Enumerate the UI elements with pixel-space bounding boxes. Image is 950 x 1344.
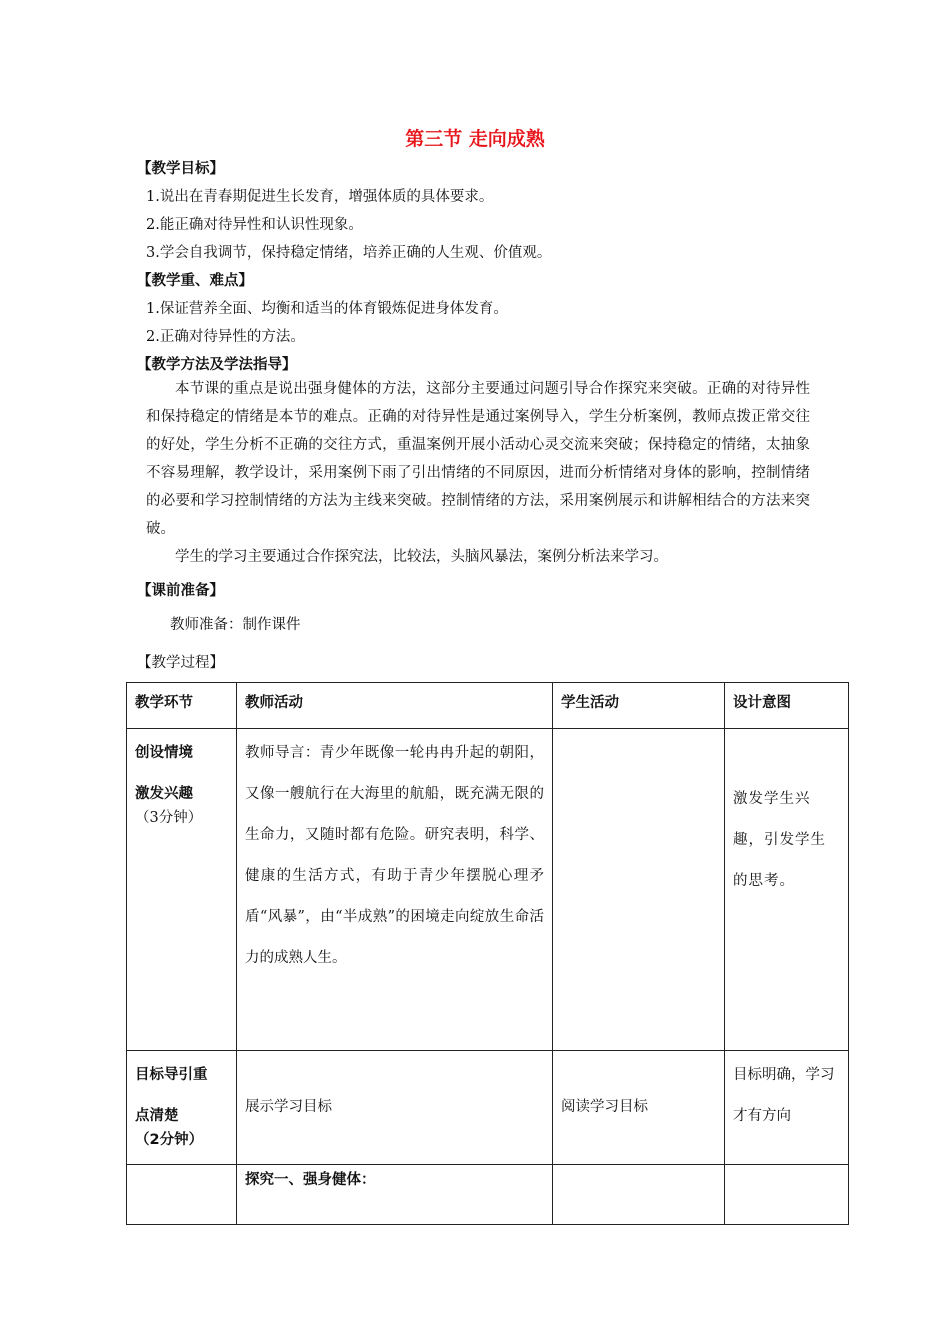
stage-name: 创设情境 xyxy=(135,745,193,761)
methods-heading: 【教学方法及学法指导】 xyxy=(137,357,297,373)
table-header-row xyxy=(127,683,849,729)
student-activity-cell: 阅读学习目标 xyxy=(553,1051,725,1165)
prep-text: 教师准备：制作课件 xyxy=(170,617,301,633)
objectives-heading: 【教学目标】 xyxy=(137,161,224,177)
table-row xyxy=(127,729,849,1051)
stage-name: 点清楚 xyxy=(135,1108,179,1124)
teaching-process-table xyxy=(126,682,849,1225)
table-row xyxy=(127,1165,849,1225)
student-activity-cell xyxy=(553,729,725,1051)
keypoints-heading: 【教学重、难点】 xyxy=(137,273,253,289)
objective-item: 2.能正确对待异性和认识性现象。 xyxy=(146,217,363,233)
teacher-activity-cell: 展示学习目标 xyxy=(237,1051,553,1165)
keypoint-item: 1.保证营养全面、均衡和适当的体育锻炼促进身体发育。 xyxy=(146,301,508,317)
stage-time: （2分钟） xyxy=(135,1132,204,1148)
header-design-intent: 设计意图 xyxy=(725,683,849,729)
stage-time: （3分钟） xyxy=(135,810,203,826)
teacher-activity-cell: 教师导言：青少年既像一轮冉冉升起的朝阳，又像一艘航行在大海里的航船，既充满无限的生命力，又随时都有危险。研究表明，科学、健康的生活方式，有助于青少年摆脱心理矛盾“风暴”，由“半成熟”的困境走向绽放生命活力的成熟人生。 xyxy=(237,729,553,1051)
objective-item: 1.说出在青春期促进生长发育，增强体质的具体要求。 xyxy=(146,189,494,205)
table-row xyxy=(127,1051,849,1165)
process-heading: 【教学过程】 xyxy=(137,655,224,671)
design-intent-cell xyxy=(725,1165,849,1225)
prep-heading: 【课前准备】 xyxy=(137,583,224,599)
stage-name: 激发兴趣 xyxy=(135,786,193,802)
keypoint-item: 2.正确对待异性的方法。 xyxy=(146,329,305,345)
design-intent-cell: 激发学生兴趣，引发学生的思考。 xyxy=(725,729,849,1051)
stage-cell xyxy=(127,729,237,1051)
stage-cell xyxy=(127,1165,237,1225)
objective-item: 3.学会自我调节，保持稳定情绪，培养正确的人生观、价值观。 xyxy=(146,245,552,261)
design-intent-cell: 目标明确，学习才有方向 xyxy=(725,1051,849,1165)
teacher-activity-cell: 探究一、强身健体： xyxy=(237,1165,553,1225)
header-student-activity: 学生活动 xyxy=(553,683,725,729)
methods-paragraph: 本节课的重点是说出强身健体的方法，这部分主要通过问题引导合作探究来突破。正确的对待异性和保持稳定的情绪是本节的难点。正确的对待异性是通过案例导入，学生分析案例，教师点拨正常交往的好处，学生分析不正确的交往方式，重温案例开展小活动心灵交流来突破；保持稳定的情绪，太抽象不容易理解，教学设计，采用案例下雨了引出情绪的不同原因，进而分析情绪对身体的影响，控制情绪的必要和学习控制情绪的方法为主线来突破。控制情绪的方法，采用案例展示和讲解相结合的方法来突破。 xyxy=(146,381,810,537)
header-stage: 教学环节 xyxy=(127,683,237,729)
student-activity-cell xyxy=(553,1165,725,1225)
methods-paragraph-2: 学生的学习主要通过合作探究法，比较法，头脑风暴法，案例分析法来学习。 xyxy=(175,549,668,565)
header-teacher-activity: 教师活动 xyxy=(237,683,553,729)
stage-cell xyxy=(127,1051,237,1165)
stage-name: 目标导引重 xyxy=(135,1067,208,1083)
page-title: 第三节 走向成熟 xyxy=(405,128,545,150)
